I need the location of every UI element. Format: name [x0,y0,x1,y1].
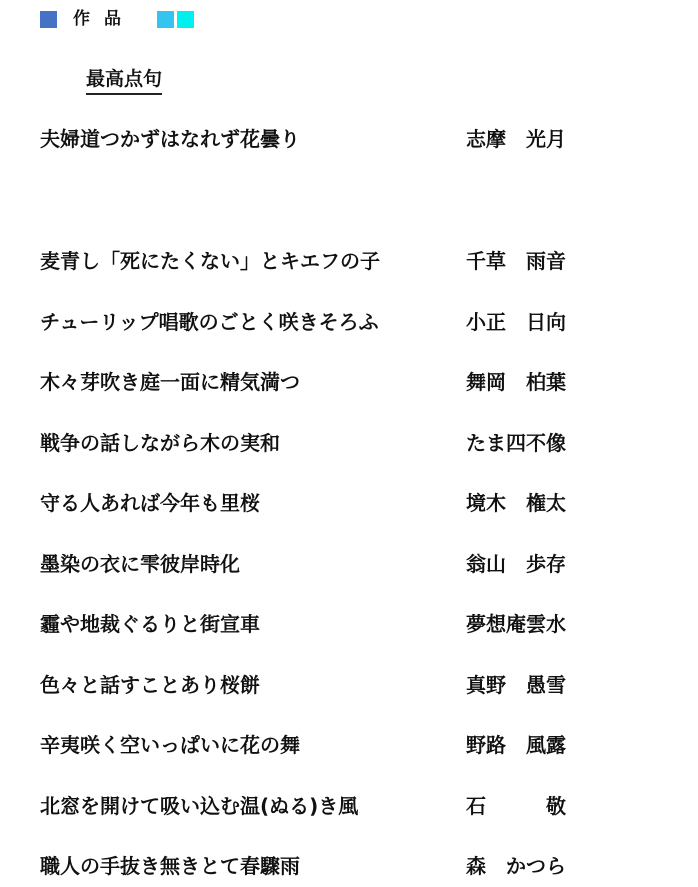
author-name: たま四不像 [466,431,566,455]
author-name: 千草 雨音 [466,249,566,273]
list-item [0,791,698,821]
blue-square-icon [40,11,57,28]
author-name: 境木 権太 [466,491,566,515]
haiku-text: 職人の手抜き無きとて春驟雨 [40,854,300,878]
haiku-text: 色々と話すことあり桜餅 [40,673,260,697]
list-item [0,549,698,579]
haiku-text: 墨染の衣に雫彼岸時化 [40,552,240,576]
cyan-square-icon [157,11,174,28]
haiku-text: 辛夷咲く空いっぱいに花の舞 [40,733,300,757]
list-item [0,670,698,700]
haiku-text: 守る人あれば今年も里桜 [40,491,260,515]
author-name: 森 かつら [466,854,566,878]
list-item [0,488,698,518]
subsection-title: 最高点句 [86,66,162,95]
author-name: 野路 風露 [466,733,566,757]
list-item [0,428,698,458]
author-name: 志摩 光月 [466,127,566,151]
list-item [0,851,698,881]
haiku-text: 夫婦道つかずはなれず花曇り [40,127,300,151]
section-title: 作品 [73,9,135,29]
author-name: 小正 日向 [466,310,566,334]
list-item [0,730,698,760]
author-name: 石 敬 [466,794,566,818]
list-item [0,307,698,337]
author-name: 夢想庵雲水 [466,612,566,636]
haiku-text: 霾や地裁ぐるりと街宣車 [40,612,260,636]
haiku-text: 北窓を開けて吸い込む温(ぬる)き風 [40,794,359,818]
haiku-text: 麦青し「死にたくない」とキエフの子 [40,249,380,273]
author-name: 舞岡 柏葉 [466,370,566,394]
section-header [40,8,194,30]
list-item [0,246,698,276]
author-name: 真野 愚雪 [466,673,566,697]
haiku-text: 戦争の話しながら木の実和 [40,431,280,455]
haiku-text: 木々芽吹き庭一面に精気満つ [40,370,300,394]
list-item [0,367,698,397]
list-item [0,609,698,639]
haiku-text: チューリップ唱歌のごとく咲きそろふ [40,310,379,334]
top-entry-row [0,124,698,154]
aqua-square-icon [177,11,194,28]
author-name: 翁山 歩存 [466,552,566,576]
